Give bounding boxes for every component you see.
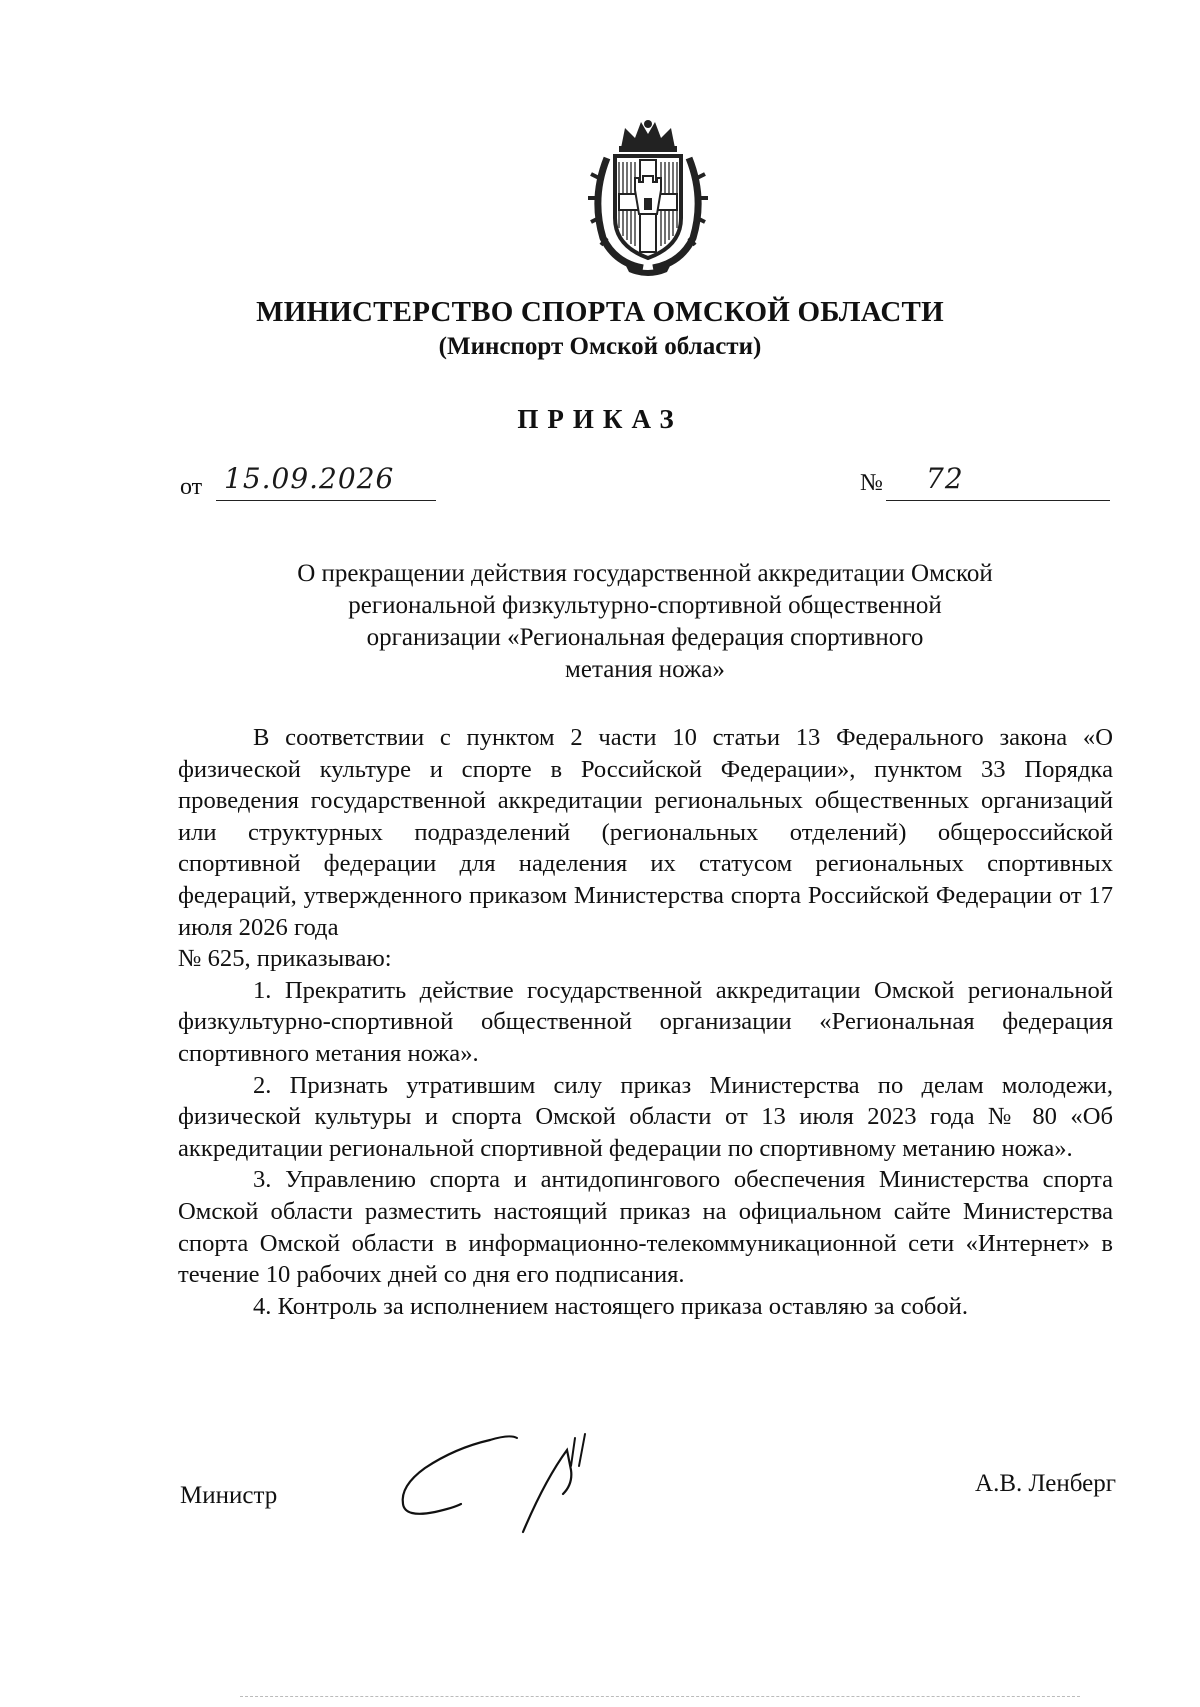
number-label: № xyxy=(860,470,883,496)
order-item-4: 4. Контроль за исполнением настоящего приказа оставляю за собой. xyxy=(253,1292,968,1320)
order-body xyxy=(178,722,1113,1322)
omsk-coat-of-arms-icon xyxy=(585,118,711,276)
subject-line: О прекращении действия государственной аккредитации Омской xyxy=(297,560,993,587)
subject-line: региональной физкультурно-спортивной общественной xyxy=(348,592,942,619)
signatory-name: А.В. Ленберг xyxy=(975,1470,1116,1497)
order-item-2: 2. Признать утратившим силу приказ Министерства по делам молодежи, физической культуры и спорта Омской области от 13 июля 2023 года № 80 «Об аккредитации региональной спортивной федерации по спортивному метанию ножа». xyxy=(178,1071,1113,1162)
signatory-role: Министр xyxy=(180,1482,278,1509)
order-item-1: 1. Прекратить действие государственной аккредитации Омской региональной физкультурно-спортивной общественной организации «Региональная федерация спортивного метания ножа». xyxy=(178,976,1113,1067)
order-item-3: 3. Управлению спорта и антидопингового обеспечения Министерства спорта Омской области разместить настоящий приказ на официальном сайте Министерства спорта Омской области в информационно-телекоммуникационной сети «Интернет» в течение 10 рабочих дней со дня его подписания. xyxy=(178,1166,1113,1289)
date-field xyxy=(216,462,436,501)
preamble-end: № 625, приказываю: xyxy=(178,945,392,973)
scan-edge-top xyxy=(0,0,1200,3)
number-field xyxy=(886,462,1110,501)
order-subject xyxy=(200,558,1090,686)
date-value: 15.09.2026 xyxy=(224,462,395,495)
ministry-short-title: (Минспорт Омской области) xyxy=(438,333,762,360)
handwritten-signature-icon xyxy=(395,1420,630,1538)
number-value: 72 xyxy=(926,462,964,495)
subject-line: метания ножа» xyxy=(565,656,725,683)
document-type: ПРИКАЗ xyxy=(517,404,683,434)
ministry-title: МИНИСТЕРСТВО СПОРТА ОМСКОЙ ОБЛАСТИ xyxy=(256,296,944,328)
scan-edge-bottom xyxy=(240,1696,1080,1699)
subject-line: организации «Региональная федерация спортивного xyxy=(366,624,924,651)
date-prefix: от xyxy=(180,474,203,500)
preamble-paragraph: В соответствии с пунктом 2 части 10 статьи 13 Федерального закона «О физической культуре и спорте в Российской Федерации», пунктом 33 Порядка проведения государственной аккредитации региональных общественных организаций или структурных подразделений (региональных отделений) общероссийской спортивной федерации для наделения их статусом региональных спортивных федераций, утвержденного приказом Министерства спорта Российской Федерации от 17 июля 2026 года xyxy=(178,724,1113,941)
